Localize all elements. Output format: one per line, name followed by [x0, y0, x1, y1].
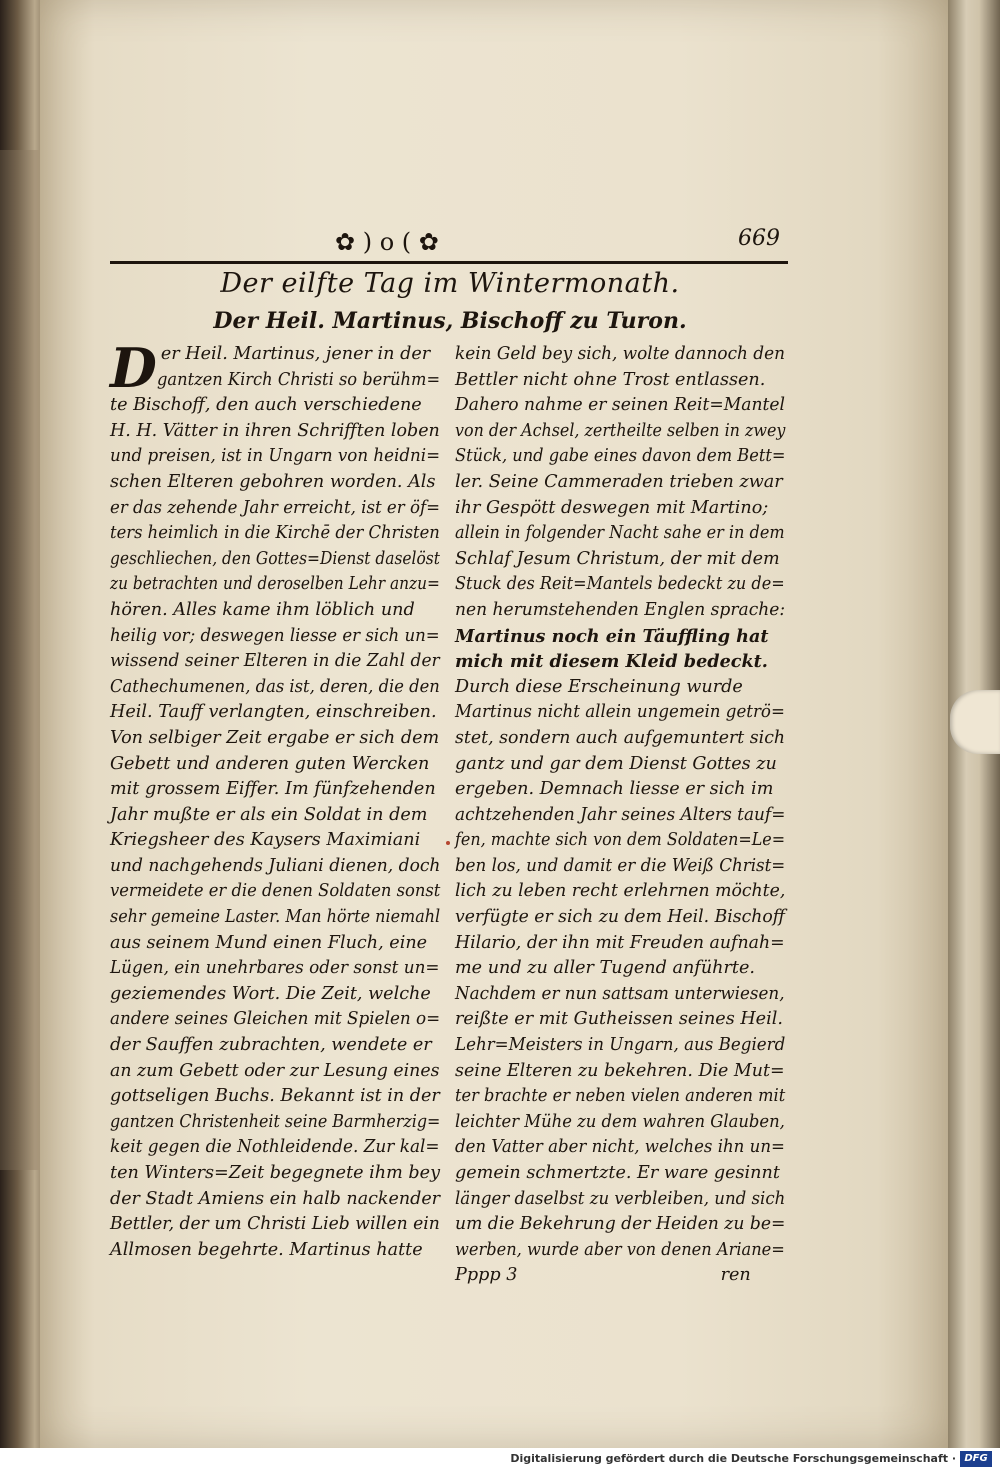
text-line: nen herumstehenden Englen sprache: [455, 599, 786, 620]
text-line: Lehr=Meisters in Ungarn, aus Begierd [455, 1035, 786, 1056]
text-line: von der Achsel, zertheilte selben in zwey [455, 420, 786, 441]
text-line: ler. Seine Cammeraden trieben zwar [455, 471, 783, 492]
text-line: wissend seiner Elteren in die Zahl der [110, 651, 440, 672]
text-line: hören. Alles kame ihm löblich und [110, 599, 415, 620]
signature-mark: Pppp 3 [455, 1265, 518, 1286]
text-line: geschliechen, den Gottes=Dienst daselöst [110, 548, 440, 569]
text-line: ters heimlich in die Kirchē der Christen [110, 523, 440, 544]
text-line: um die Bekehrung der Heiden zu be= [455, 1214, 786, 1235]
text-line: Nachdem er nun sattsam unterwiesen, [455, 983, 785, 1004]
text-line: Gebett und anderen guten Wercken [110, 753, 430, 774]
text-line: gantz und gar dem Dienst Gottes zu [455, 753, 777, 774]
text-line: werben, wurde aber von denen Ariane= [455, 1239, 785, 1260]
text-line: zu betrachten und deroselben Lehr anzu= [110, 574, 440, 595]
text-line: Kriegsheer des Kaysers Maximiani [110, 830, 421, 851]
left-column-lines [110, 336, 441, 1263]
text-line: ergeben. Demnach liesse er sich im [455, 779, 774, 800]
text-line: Schlaf Jesum Christum, der mit dem [455, 548, 780, 569]
text-line: mich mit diesem Kleid bedeckt. [455, 651, 768, 673]
text-line: Martinus nicht allein ungemein getrö= [455, 702, 785, 723]
text-line: verfügte er sich zu dem Heil. Bischoff [455, 907, 785, 928]
left-column [110, 336, 441, 1263]
text-line: achtzehenden Jahr seines Alters tauf= [455, 804, 786, 825]
text-line: sehr gemeine Laster. Man hörte niemahl [110, 907, 441, 928]
text-line: Hilario, der ihn mit Freuden aufnah= [455, 932, 785, 953]
footer-credit: Digitalisierung gefördert durch die Deutsche Forschungsgemeinschaft · [510, 1452, 956, 1465]
text-line: fen, machte sich von dem Soldaten=Le= [455, 830, 786, 851]
text-line: ten Winters=Zeit begegnete ihm bey [110, 1163, 441, 1183]
text-line: reißte er mit Gutheissen seines Heil. [455, 1009, 783, 1030]
text-line: Durch diese Erscheinung wurde [455, 676, 743, 697]
text-line: Jahr mußte er als ein Soldat in dem [110, 804, 428, 825]
catchword-row [455, 1263, 785, 1289]
right-column-lines [455, 342, 785, 624]
text-line: kein Geld bey sich, wolte dannoch den [455, 344, 785, 364]
text-line: Bettler nicht ohne Trost entlassen. [455, 369, 766, 390]
text-line: aus seinem Mund einen Fluch, eine [110, 932, 428, 953]
text-line: Allmosen begehrte. Martinus hatte [110, 1239, 423, 1260]
page-subtitle: Der Heil. Martinus, Bischoff zu Turon. [213, 308, 687, 334]
text-line: allein in folgender Nacht sahe er in dem [455, 523, 785, 544]
text-line: Bettler, der um Christi Lieb willen ein [110, 1214, 440, 1235]
text-line: gemein schmertzte. Er ware gesinnt [455, 1163, 780, 1183]
text-line: Dahero nahme er seinen Reit=Mantel [455, 395, 785, 416]
text-line: Martinus noch ein Täuffling hat [455, 625, 769, 647]
text-line: geziemendes Wort. Die Zeit, welche [110, 983, 431, 1004]
text-line: länger daselbst zu verbleiben, und sich [455, 1188, 786, 1209]
catchword: ren [720, 1265, 751, 1286]
text-line: gottseligen Buchs. Bekannt ist in der [110, 1086, 440, 1107]
right-column-bold-lines [455, 624, 785, 675]
text-line: Stück, und gabe eines davon dem Bett= [455, 446, 786, 467]
text-line: me und zu aller Tugend anführte. [455, 958, 755, 979]
text-line: er Heil. Martinus, jener in der [160, 344, 431, 364]
text-line: leichter Mühe zu dem wahren Glauben, [455, 1111, 785, 1132]
text-line: lich zu leben recht erlehrnen möchte, [455, 881, 786, 902]
text-line: er das zehende Jahr erreicht, ist er öf= [110, 497, 440, 518]
text-line: ter brachte er neben vielen anderen mit [455, 1086, 786, 1107]
left-page-strip [0, 150, 40, 1170]
text-line: heilig vor; deswegen liesse er sich un= [110, 625, 440, 646]
margin-red-dot [446, 841, 450, 845]
text-line: Lügen, ein unehrbares oder sonst un= [110, 958, 440, 979]
text-line: stet, sondern auch aufgemuntert sich [455, 727, 786, 748]
text-line: H. H. Vätter in ihren Schrifften loben [110, 420, 440, 441]
text-line: schen Elteren gebohren worden. Als [110, 471, 436, 492]
text-line: Heil. Tauff verlangten, einschreiben. [110, 702, 437, 723]
text-line: Stuck des Reit=Mantels bedeckt zu de= [455, 574, 785, 595]
text-line: vermeidete er die denen Soldaten sonst [110, 881, 441, 902]
dfg-logo: DFG [960, 1451, 992, 1467]
text-line: und preisen, ist in Ungarn von heidni= [110, 446, 441, 467]
text-line: keit gegen die Nothleidende. Zur kal= [110, 1137, 440, 1158]
text-line: mit grossem Eiffer. Im fünfzehenden [110, 779, 436, 800]
text-line: der Stadt Amiens ein halb nackender [110, 1188, 441, 1209]
right-column-lines-after [455, 675, 785, 1264]
text-line: und nachgehends Juliani dienen, doch [110, 855, 441, 876]
header-ornament: ✿ ) o ( ✿ [335, 228, 439, 256]
drop-cap: D [110, 336, 157, 400]
text-line: Von selbiger Zeit ergabe er sich dem [110, 727, 440, 748]
text-line: Cathechumenen, das ist, deren, die den [110, 676, 440, 697]
text-line: ihr Gespött deswegen mit Martino; [455, 497, 769, 518]
text-line: gantzen Kirch Christi so berühm= [156, 369, 441, 390]
text-line: den Vatter aber nicht, welches ihn un= [455, 1137, 785, 1158]
text-line: andere seines Gleichen mit Spielen o= [110, 1009, 441, 1030]
right-column [455, 342, 785, 1289]
page-number: 669 [738, 226, 780, 251]
text-line: seine Elteren zu bekehren. Die Mut= [455, 1060, 785, 1081]
page-title: Der eilfte Tag im Wintermonath. [220, 268, 680, 299]
text-line: der Sauffen zubrachten, wendete er [110, 1035, 432, 1056]
book-clasp [950, 690, 1000, 754]
text-line: gantzen Christenheit seine Barmherzig= [110, 1111, 441, 1132]
text-line: te Bischoff, den auch verschiedene [110, 395, 422, 416]
header-rule [110, 261, 788, 264]
text-line: an zum Gebett oder zur Lesung eines [110, 1060, 440, 1081]
text-line: ben los, und damit er die Weiß Christ= [455, 855, 786, 876]
